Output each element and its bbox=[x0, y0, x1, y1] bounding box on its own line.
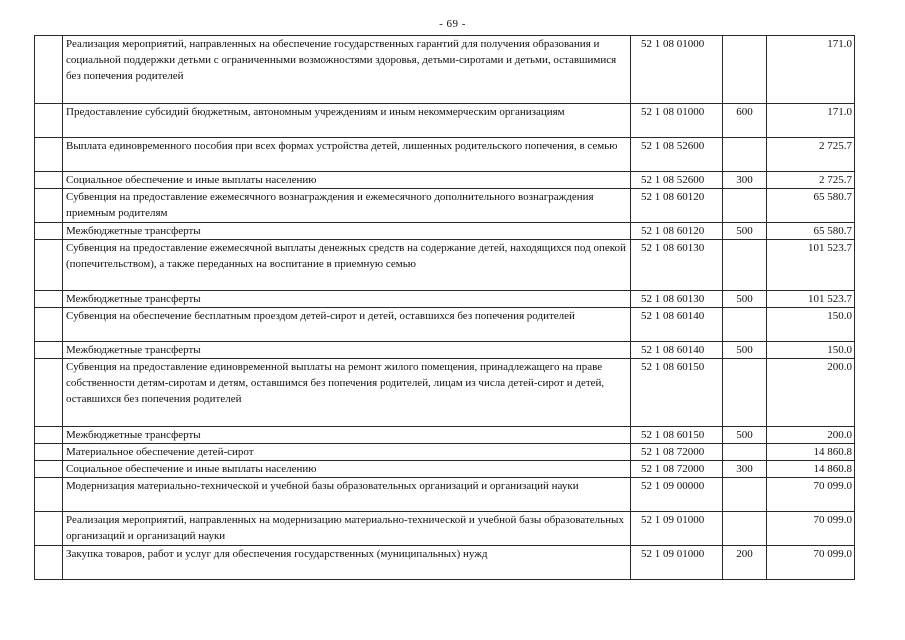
table-row bbox=[35, 240, 855, 291]
item-type bbox=[723, 240, 767, 291]
table-row bbox=[35, 359, 855, 427]
item-code: 52 1 08 72000 bbox=[631, 461, 723, 478]
item-type bbox=[723, 36, 767, 104]
item-name: Выплата единовременного пособия при всех формах устройства детей, лишенных родительского попечения, в семью bbox=[63, 138, 631, 172]
item-name: Межбюджетные трансферты bbox=[63, 223, 631, 240]
item-amount: 70 099.0 bbox=[767, 478, 855, 512]
empty-cell bbox=[35, 223, 63, 240]
table-row bbox=[35, 427, 855, 444]
item-type bbox=[723, 189, 767, 223]
item-amount: 200.0 bbox=[767, 359, 855, 427]
item-type: 500 bbox=[723, 427, 767, 444]
empty-cell bbox=[35, 342, 63, 359]
item-type bbox=[723, 138, 767, 172]
item-amount: 171.0 bbox=[767, 36, 855, 104]
item-amount: 2 725.7 bbox=[767, 172, 855, 189]
table-row bbox=[35, 478, 855, 512]
item-code: 52 1 08 60150 bbox=[631, 359, 723, 427]
item-amount: 65 580.7 bbox=[767, 223, 855, 240]
item-code: 52 1 09 01000 bbox=[631, 512, 723, 546]
item-code: 52 1 08 60130 bbox=[631, 291, 723, 308]
item-name: Межбюджетные трансферты bbox=[63, 427, 631, 444]
empty-cell bbox=[35, 104, 63, 138]
item-code: 52 1 08 60150 bbox=[631, 427, 723, 444]
item-amount: 101 523.7 bbox=[767, 291, 855, 308]
table-row bbox=[35, 461, 855, 478]
item-name: Социальное обеспечение и иные выплаты населению bbox=[63, 172, 631, 189]
table-row bbox=[35, 189, 855, 223]
empty-cell bbox=[35, 189, 63, 223]
item-code: 52 1 08 52600 bbox=[631, 138, 723, 172]
empty-cell bbox=[35, 478, 63, 512]
item-type: 500 bbox=[723, 291, 767, 308]
item-code: 52 1 08 60120 bbox=[631, 223, 723, 240]
table-row bbox=[35, 342, 855, 359]
empty-cell bbox=[35, 512, 63, 546]
item-code: 52 1 08 60130 bbox=[631, 240, 723, 291]
item-name: Реализация мероприятий, направленных на модернизацию материально-технической и учебной базы образовательных организаций и организаций науки bbox=[63, 512, 631, 546]
table-row bbox=[35, 291, 855, 308]
empty-cell bbox=[35, 359, 63, 427]
item-code: 52 1 09 00000 bbox=[631, 478, 723, 512]
empty-cell bbox=[35, 444, 63, 461]
budget-table bbox=[34, 35, 855, 580]
empty-cell bbox=[35, 172, 63, 189]
item-name: Межбюджетные трансферты bbox=[63, 291, 631, 308]
item-type: 300 bbox=[723, 461, 767, 478]
item-name: Модернизация материально-технической и учебной базы образовательных организаций и организаций науки bbox=[63, 478, 631, 512]
item-amount: 65 580.7 bbox=[767, 189, 855, 223]
item-name: Субвенция на предоставление единовременной выплаты на ремонт жилого помещения, принадлежащего на праве собственности детям-сиротам и детям, оставшимся без попечения родителей, лицам из числа детей-сирот и детей, оставшихся без попечения родителей bbox=[63, 359, 631, 427]
item-code: 52 1 08 01000 bbox=[631, 36, 723, 104]
item-type: 500 bbox=[723, 223, 767, 240]
item-code: 52 1 08 60140 bbox=[631, 308, 723, 342]
table-row bbox=[35, 36, 855, 104]
item-code: 52 1 08 52600 bbox=[631, 172, 723, 189]
table-row bbox=[35, 444, 855, 461]
item-name: Межбюджетные трансферты bbox=[63, 342, 631, 359]
empty-cell bbox=[35, 291, 63, 308]
item-name: Социальное обеспечение и иные выплаты населению bbox=[63, 461, 631, 478]
empty-cell bbox=[35, 36, 63, 104]
empty-cell bbox=[35, 308, 63, 342]
item-code: 52 1 08 72000 bbox=[631, 444, 723, 461]
item-code: 52 1 09 01000 bbox=[631, 546, 723, 580]
table-row bbox=[35, 104, 855, 138]
item-amount: 14 860.8 bbox=[767, 461, 855, 478]
item-name: Субвенция на предоставление ежемесячной выплаты денежных средств на содержание детей, находящихся под опекой (попечительством), а также переданных на воспитание в приемную семью bbox=[63, 240, 631, 291]
empty-cell bbox=[35, 461, 63, 478]
item-amount: 70 099.0 bbox=[767, 546, 855, 580]
page-number: - 69 - bbox=[439, 18, 466, 30]
item-name: Субвенция на предоставление ежемесячного вознаграждения и ежемесячного дополнительного вознаграждения приемным родителям bbox=[63, 189, 631, 223]
item-type: 500 bbox=[723, 342, 767, 359]
empty-cell bbox=[35, 427, 63, 444]
table-row bbox=[35, 512, 855, 546]
item-type bbox=[723, 359, 767, 427]
table-row bbox=[35, 308, 855, 342]
item-name: Закупка товаров, работ и услуг для обеспечения государственных (муниципальных) нужд bbox=[63, 546, 631, 580]
item-amount: 2 725.7 bbox=[767, 138, 855, 172]
item-code: 52 1 08 01000 bbox=[631, 104, 723, 138]
item-name: Материальное обеспечение детей-сирот bbox=[63, 444, 631, 461]
empty-cell bbox=[35, 546, 63, 580]
item-code: 52 1 08 60120 bbox=[631, 189, 723, 223]
item-type bbox=[723, 308, 767, 342]
item-name: Субвенция на обеспечение бесплатным проездом детей-сирот и детей, оставшихся без попечения родителей bbox=[63, 308, 631, 342]
empty-cell bbox=[35, 138, 63, 172]
item-amount: 200.0 bbox=[767, 427, 855, 444]
table-row bbox=[35, 223, 855, 240]
item-name: Предоставление субсидий бюджетным, автономным учреждениям и иным некоммерческим организациям bbox=[63, 104, 631, 138]
table-row bbox=[35, 138, 855, 172]
item-type: 200 bbox=[723, 546, 767, 580]
item-amount: 101 523.7 bbox=[767, 240, 855, 291]
item-type: 600 bbox=[723, 104, 767, 138]
item-type bbox=[723, 444, 767, 461]
item-type: 300 bbox=[723, 172, 767, 189]
item-type bbox=[723, 478, 767, 512]
item-amount: 70 099.0 bbox=[767, 512, 855, 546]
item-code: 52 1 08 60140 bbox=[631, 342, 723, 359]
item-amount: 150.0 bbox=[767, 342, 855, 359]
item-name: Реализация мероприятий, направленных на обеспечение государственных гарантий для получения образования и социальной поддержки детьми с ограниченными возможностями здоровья, детьми-сиротами и детьми, оставшимися без попечения родителей bbox=[63, 36, 631, 104]
table-row bbox=[35, 172, 855, 189]
item-type bbox=[723, 512, 767, 546]
empty-cell bbox=[35, 240, 63, 291]
item-amount: 14 860.8 bbox=[767, 444, 855, 461]
item-amount: 150.0 bbox=[767, 308, 855, 342]
table-row bbox=[35, 546, 855, 580]
item-amount: 171.0 bbox=[767, 104, 855, 138]
